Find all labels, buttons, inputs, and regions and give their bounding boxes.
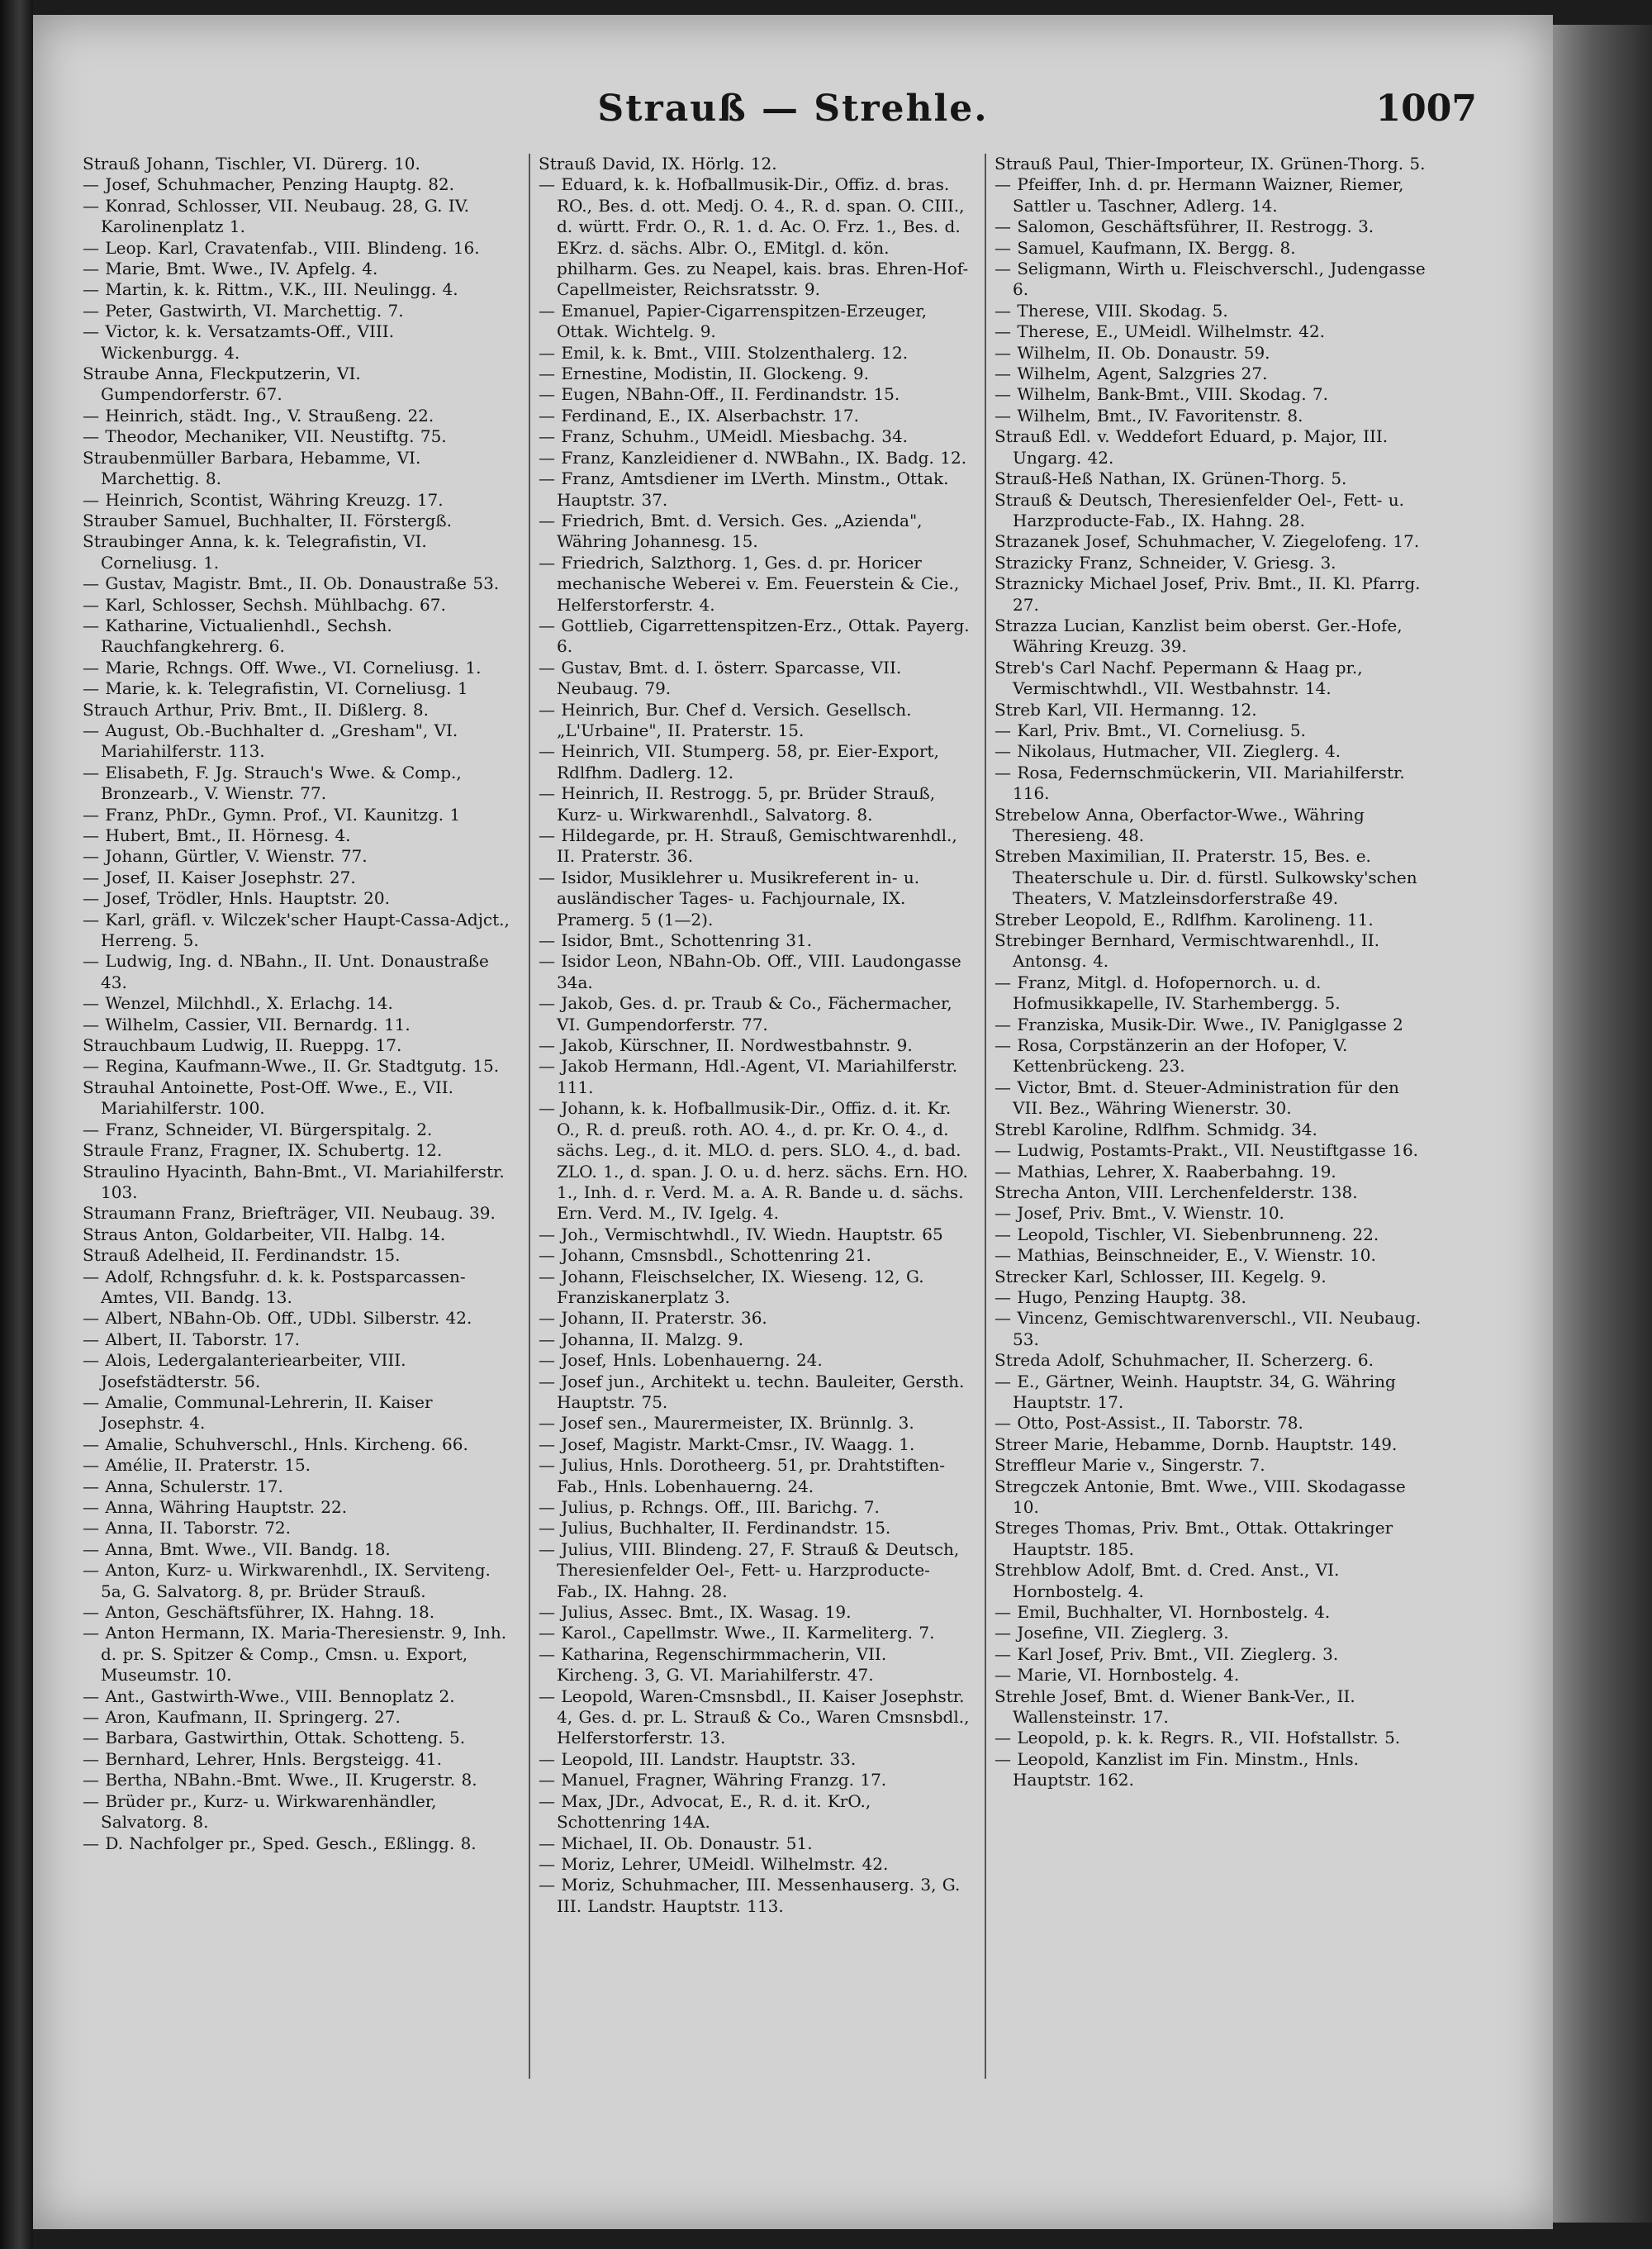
directory-entry: Strehle Josef, Bmt. d. Wiener Bank-Ver., II. Wallensteinstr. 17. [995, 1686, 1355, 1728]
directory-entry: — Theodor, Mechaniker, VII. Neustiftg. 75. [83, 426, 447, 447]
directory-entry: — Rosa, Corpstänzerin an der Hofoper, V. Kettenbrückeng. 23. [995, 1035, 1348, 1077]
directory-entry: Strauß Edl. v. Weddefort Eduard, p. Major, III. Ungarg. 42. [995, 426, 1389, 468]
directory-entry: — Eduard, k. k. Hofballmusik-Dir., Offiz. d. bras. RO., Bes. d. ott. Medj. O. 4., R. d. span. O. CIII., d. württ. Frdr. O., R. 1. d. Ac. O. Frz. 1., Bes. d. EKrz. d. sächs. Albr. O., EMitgl. d. kön. philharm. Ges. zu Neapel, kais. bras. Ehren-Hof-Capellmeister, Reichsratsstr. 9. [539, 174, 969, 300]
directory-entry: Straus Anton, Goldarbeiter, VII. Halbg. 14. [83, 1224, 446, 1244]
directory-entry: — Marie, Bmt. Wwe., IV. Apfelg. 4. [83, 259, 378, 279]
directory-entry: — Josef, II. Kaiser Josephstr. 27. [83, 867, 356, 887]
directory-entry: Streer Marie, Hebamme, Dornb. Hauptstr. 149. [995, 1434, 1398, 1454]
directory-entry: — Nikolaus, Hutmacher, VII. Zieglerg. 4. [995, 741, 1341, 762]
directory-entry: Streffleur Marie v., Singerstr. 7. [995, 1455, 1265, 1476]
directory-entry: — Regina, Kaufmann-Wwe., II. Gr. Stadtgutg. 15. [83, 1056, 500, 1077]
directory-entry: — Hildegarde, pr. H. Strauß, Gemischtwarenhdl., II. Praterstr. 36. [539, 825, 957, 867]
directory-entry: — Alois, Ledergalanteriearbeiter, VIII. Josefstädterstr. 56. [83, 1350, 406, 1391]
directory-entry: — Josefine, VII. Zieglerg. 3. [995, 1623, 1229, 1643]
directory-entry: Strebinger Bernhard, Vermischtwarenhdl., II. Antonsg. 4. [995, 930, 1380, 972]
directory-entry: Straubinger Anna, k. k. Telegrafistin, VI. Corneliusg. 1. [83, 531, 427, 573]
directory-entry: Strauß Adelheid, II. Ferdinandstr. 15. [83, 1245, 401, 1266]
directory-entry: Strebl Karoline, Rdlfhm. Schmidg. 34. [995, 1119, 1317, 1139]
directory-entry: — Therese, E., UMeidl. Wilhelmstr. 42. [995, 321, 1326, 342]
directory-entry: — Karl, gräfl. v. Wilczek'scher Haupt-Cassa-Adjct., Herreng. 5. [83, 909, 510, 951]
directory-entry: — Anton, Kurz- u. Wirkwarenhdl., IX. Servitеng. 5a, G. Salvatorg. 8, pr. Brüder Strauß. [83, 1560, 491, 1601]
directory-entry: — Johann, Fleischselcher, IX. Wieseng. 12, G. Franziskanerplatz 3. [539, 1266, 924, 1307]
directory-entry: — Julius, p. Rchngs. Off., III. Barichg. 7. [539, 1497, 880, 1517]
directory-entry: — Josef, Hnls. Lobenhauerng. 24. [539, 1350, 823, 1371]
directory-entry: Strauch Arthur, Priv. Bmt., II. Dißlerg. 8. [83, 699, 429, 720]
directory-entry: — Heinrich, Scontist, Währing Kreuzg. 17. [83, 489, 444, 510]
column-left [83, 154, 514, 2120]
directory-entry: — August, Ob.-Buchhalter d. „Gresham", VI. Mariahilferstr. 113. [83, 720, 458, 762]
directory-entry: Strauß Johann, Tischler, VI. Dürerg. 10. [83, 154, 420, 174]
directory-entry: — Karl Josef, Priv. Bmt., VII. Zieglerg. 3. [995, 1643, 1339, 1664]
directory-entry: — Salomon, Geschäftsführer, II. Restrogg. 3. [995, 216, 1374, 237]
directory-entry: — Isidor, Bmt., Schottenring 31. [539, 930, 813, 951]
directory-entry: — Emil, k. k. Bmt., VIII. Stolzenthalerg. 12. [539, 342, 909, 363]
directory-entry: — Johanna, II. Malzg. 9. [539, 1329, 744, 1349]
directory-entry: — Michael, II. Ob. Donaustr. 51. [539, 1833, 813, 1853]
directory-entry: — Bernhard, Lehrer, Hnls. Bergsteigg. 41. [83, 1748, 442, 1769]
directory-entry: — Wilhelm, Bmt., IV. Favoritenstr. 8. [995, 405, 1303, 426]
directory-entry: — Mathias, Lehrer, X. Raaberbahng. 19. [995, 1161, 1336, 1182]
directory-entry: — Wilhelm, II. Ob. Donaustr. 59. [995, 342, 1270, 363]
directory-entry: — Josef jun., Architekt u. techn. Bauleiter, Gersth. Hauptstr. 75. [539, 1371, 965, 1412]
column-middle [539, 154, 970, 2120]
directory-entry: — Peter, Gastwirth, VI. Marchettig. 7. [83, 300, 404, 321]
directory-entry: Strauhal Antoinette, Post-Off. Wwe., E., VII. Mariahilferstr. 100. [83, 1077, 454, 1119]
directory-entry: Strauß-Heß Nathan, IX. Grünen-Thorg. 5. [995, 468, 1347, 489]
directory-entry: — Wenzel, Milchhdl., X. Erlachg. 14. [83, 993, 393, 1014]
directory-entry: — Leopold, Kanzlist im Fin. Minstm., Hnls. Hauptstr. 162. [995, 1748, 1360, 1790]
directory-entry: Strazza Lucian, Kanzlist beim oberst. Ger.-Hofe, Währing Kreuzg. 39. [995, 615, 1403, 657]
directory-entry: — Anna, Bmt. Wwe., VII. Bandg. 18. [83, 1538, 391, 1559]
directory-entry: — Karl, Schlosser, Sechsh. Mühlbachg. 67. [83, 594, 446, 615]
directory-entry: — Heinrich, VII. Stumperg. 58, pr. Eier-Export, Rdlfhm. Dadlerg. 12. [539, 741, 939, 782]
directory-entry: Streb's Carl Nachf. Pepermann & Haag pr., Vermischtwhdl., VII. Westbahnstr. 14. [995, 657, 1363, 699]
directory-entry: — Albert, NBahn-Ob. Off., UDbl. Silberstr. 42. [83, 1308, 472, 1329]
directory-entry: — Rosa, Federnschmückerin, VII. Mariahilferstr. 116. [995, 762, 1405, 804]
directory-entry: — Leopold, Waren-Cmsnsbdl., II. Kaiser Josephstr. 4, Ges. d. pr. L. Strauß & Co., Waren Cmsnsbdl., Helferstorferstr. 13. [539, 1686, 970, 1748]
directory-entry: — Karl, Priv. Bmt., VI. Corneliusg. 5. [995, 720, 1306, 740]
directory-entry: — Johann, II. Praterstr. 36. [539, 1308, 767, 1329]
directory-entry: Stregczek Antonie, Bmt. Wwe., VIII. Skodagasse 10. [995, 1476, 1406, 1517]
directory-entry: — Victor, Bmt. d. Steuer-Administration für den VII. Bez., Währing Wienerstr. 30. [995, 1077, 1399, 1119]
directory-entry: Strauß David, IX. Hörlg. 12. [539, 154, 777, 174]
directory-entry: Strauß & Deutsch, Theresienfelder Oel-, Fett- u. Harzproducte-Fab., IX. Hahng. 28. [995, 489, 1404, 530]
directory-entry: — Emanuel, Papier-Cigarrenspitzen-Erzeuger, Ottak. Wichtelg. 9. [539, 300, 927, 342]
directory-entry: — Friedrich, Bmt. d. Versich. Ges. „Azienda", Währing Johannesg. 15. [539, 510, 923, 552]
directory-entry: Strauß Paul, Thier-Importeur, IX. Grünen-Thorg. 5. [995, 154, 1426, 174]
column-right [995, 154, 1426, 2120]
directory-entry: Streda Adolf, Schuhmacher, II. Scherzerg. 6. [995, 1350, 1374, 1371]
directory-entry: — Ludwig, Ing. d. NBahn., II. Unt. Donaustraße 43. [83, 951, 489, 992]
directory-entry: — D. Nachfolger pr., Sped. Gesch., Eßlingg. 8. [83, 1833, 477, 1853]
directory-entry: Streb Karl, VII. Hermanng. 12. [995, 699, 1257, 720]
directory-entry: — Otto, Post-Assist., II. Taborstr. 78. [995, 1413, 1303, 1434]
directory-entry: — Karol., Capellmstr. Wwe., II. Karmeliterg. 7. [539, 1623, 935, 1643]
directory-entry: — E., Gärtner, Weinh. Hauptstr. 34, G. Währing Hauptstr. 17. [995, 1371, 1396, 1412]
directory-entry: Strecha Anton, VIII. Lerchenfelderstr. 138. [995, 1182, 1358, 1202]
directory-entry: — Josef, Magistr. Markt-Cmsr., IV. Waagg. 1. [539, 1434, 915, 1454]
page-header [33, 88, 1553, 145]
directory-entry: — Katharina, Regenschirmmacherin, VII. Kircheng. 3, G. VI. Mariahilferstr. 47. [539, 1643, 887, 1686]
right-page-edge [1553, 25, 1652, 2223]
page-number: 1007 [1375, 88, 1477, 130]
directory-entry: — Katharine, Victualienhdl., Sechsh. Rauchfangkehrerg. 6. [83, 615, 392, 657]
directory-entry: — Marie, VI. Hornbostelg. 4. [995, 1665, 1240, 1686]
directory-entry: — Hugo, Penzing Hauptg. 38. [995, 1286, 1246, 1307]
directory-entry: Straumann Franz, Briefträger, VII. Neubaug. 39. [83, 1203, 496, 1224]
directory-page [33, 15, 1553, 2229]
directory-entry: Strazicky Franz, Schneider, V. Griesg. 3. [995, 552, 1336, 573]
directory-entry: — Wilhelm, Bank-Bmt., VIII. Skodag. 7. [995, 384, 1328, 405]
directory-entry: — Ernestine, Modistin, II. Glockeng. 9. [539, 364, 869, 384]
directory-entry: — Franz, Kanzleidiener d. NWBahn., IX. Badg. 12. [539, 447, 967, 468]
directory-entry: — Josef, Trödler, Hnls. Hauptstr. 20. [83, 888, 390, 909]
directory-entry: — Friedrich, Salzthorg. 1, Ges. d. pr. Horicer mechanische Weberei v. Em. Feuerstein & Cie., Helferstorferstr. 4. [539, 552, 960, 615]
directory-entry: — Ferdinand, E., IX. Alserbachstr. 17. [539, 405, 859, 426]
directory-entry: — Pfeiffer, Inh. d. pr. Hermann Waizner, Riemer, Sattler u. Taschner, Adlerg. 14. [995, 174, 1404, 216]
directory-entry: — Heinrich, II. Restrogg. 5, pr. Brüder Strauß, Kurz- u. Wirkwarenhdl., Salvatorg. 8. [539, 783, 936, 825]
directory-entry: — Franz, Schuhm., UMeidl. Miesbachg. 34. [539, 426, 909, 447]
directory-entry: — Amélie, II. Praterstr. 15. [83, 1455, 311, 1476]
directory-entry: — Marie, k. k. Telegrafistin, VI. Corneliusg. 1 [83, 678, 468, 699]
directory-entry: — Therese, VIII. Skodag. 5. [995, 300, 1228, 321]
directory-entry: — Ant., Gastwirth-Wwe., VIII. Bennoplatz 2. [83, 1686, 455, 1706]
directory-entry: — Brüder pr., Kurz- u. Wirkwarenhändler, Salvatorg. 8. [83, 1790, 437, 1833]
directory-entry: Strauber Samuel, Buchhalter, II. Förstergß. [83, 510, 453, 530]
directory-entry: Straznicky Michael Josef, Priv. Bmt., II. Kl. Pfarrg. 27. [995, 573, 1421, 615]
directory-entry: Streber Leopold, E., Rdlfhm. Karolineng. 11. [995, 909, 1374, 930]
column-rule [529, 154, 530, 2079]
directory-entry: — Martin, k. k. Rittm., V.K., III. Neulingg. 4. [83, 279, 458, 300]
directory-entry: — Heinrich, Bur. Chef d. Versich. Gesellsch. „L'Urbaine", II. Praterstr. 15. [539, 699, 912, 740]
directory-entry: — Anna, Schulerstr. 17. [83, 1476, 283, 1496]
directory-entry: — Amalie, Communal-Lehrerin, II. Kaiser Josephstr. 4. [83, 1391, 433, 1434]
directory-entry: — Johann, Cmsnsbdl., Schottenring 21. [539, 1245, 871, 1266]
directory-entry: Strebelow Anna, Oberfactor-Wwe., Währing Theresieng. 48. [995, 804, 1365, 845]
directory-entry: — Gustav, Bmt. d. I. österr. Sparcasse, VII. Neubaug. 79. [539, 657, 902, 699]
directory-entry: — Julius, Hnls. Dorotheerg. 51, pr. Drahtstiften-Fab., Hnls. Lobenhauerng. 24. [539, 1455, 946, 1496]
column-rule [985, 154, 986, 2079]
directory-entry: — Barbara, Gastwirthin, Ottak. Schotteng. 5. [83, 1728, 466, 1748]
directory-entry: Strazanek Josef, Schuhmacher, V. Ziegelofeng. 17. [995, 531, 1420, 552]
directory-entry: Strehblow Adolf, Bmt. d. Cred. Anst., VI. Hornbostelg. 4. [995, 1560, 1340, 1601]
directory-entry: — Victor, k. k. Versatzamts-Off., VIII. Wickenburgg. 4. [83, 321, 395, 363]
directory-entry: — Isidor Leon, NBahn-Ob. Off., VIII. Laudongasse 34a. [539, 951, 961, 992]
directory-entry: — Leopold, Tischler, VI. Siebenbrunneng. 22. [995, 1224, 1379, 1244]
directory-entry: — Franz, Mitgl. d. Hofopernorch. u. d. Hofmusikkapelle, IV. Starhembergg. 5. [995, 972, 1341, 1014]
directory-entry: — Jakob, Ges. d. pr. Traub & Co., Fächermacher, VI. Gumpendorferstr. 77. [539, 993, 952, 1034]
directory-entry: — Samuel, Kaufmann, IX. Bergg. 8. [995, 237, 1296, 258]
directory-entry: Streben Maximilian, II. Praterstr. 15, Bes. e. Theaterschule u. Dir. d. fürstl. Sulkowsky'schen Theaters, V. Matzleinsdorferstraße 49. [995, 846, 1417, 909]
directory-entry: Strauchbaum Ludwig, II. Rueppg. 17. [83, 1035, 402, 1056]
directory-entry: — Isidor, Musiklehrer u. Musikreferent in- u. ausländischer Tages- u. Fachjournale, IX. Pramerg. 5 (1—2). [539, 867, 920, 930]
directory-entry: — Heinrich, städt. Ing., V. Straußeng. 22. [83, 405, 434, 426]
directory-entry: — Vincenz, Gemischtwarenverschl., VII. Neubaug. 53. [995, 1308, 1422, 1349]
directory-entry: — Anton Hermann, IX. Maria-Theresienstr. 9, Inh. d. pr. S. Spitzer & Comp., Cmsn. u. Export, Museumstr. 10. [83, 1623, 507, 1686]
directory-entry: — Joh., Vermischtwhdl., IV. Wiedn. Hauptstr. 65 [539, 1224, 943, 1244]
directory-entry: — Anna, II. Taborstr. 72. [83, 1518, 292, 1538]
directory-entry: — Anton, Geschäftsführer, IX. Hahng. 18. [83, 1602, 435, 1623]
directory-entry: — Hubert, Bmt., II. Hörnesg. 4. [83, 825, 351, 845]
directory-entry: — Konrad, Schlosser, VII. Neubaug. 28, G. IV. Karolinenplatz 1. [83, 195, 469, 237]
directory-entry: Straulino Hyacinth, Bahn-Bmt., VI. Mariahilferstr. 103. [83, 1161, 505, 1202]
directory-entry: — Josef, Priv. Bmt., V. Wienstr. 10. [995, 1203, 1284, 1224]
directory-entry: — Franz, PhDr., Gymn. Prof., VI. Kaunitzg. 1 [83, 804, 461, 825]
running-title: Strauß — Strehle. [597, 88, 989, 130]
directory-entry: — Franz, Amtsdiener im LVerth. Minstm., Ottak. Hauptstr. 37. [539, 468, 949, 510]
directory-entry: — Adolf, Rchngsfuhr. d. k. k. Postsparcassen-Amtes, VII. Bandg. 13. [83, 1266, 466, 1307]
directory-entry: — Franz, Schneider, VI. Bürgerspitalg. 2. [83, 1119, 433, 1139]
directory-entry: — Gottlieb, Cigarrettenspitzen-Erz., Ottak. Payerg. 6. [539, 615, 970, 657]
directory-entry: — Josef, Schuhmacher, Penzing Hauptg. 82. [83, 174, 455, 195]
directory-entry: — Gustav, Magistr. Bmt., II. Ob. Donaustraße 53. [83, 573, 500, 594]
directory-entry: — Anna, Währing Hauptstr. 22. [83, 1497, 348, 1517]
directory-entry: — Bertha, NBahn.-Bmt. Wwe., II. Krugerstr. 8. [83, 1770, 477, 1790]
directory-entry: — Johann, k. k. Hofballmusik-Dir., Offiz. d. it. Kr. O., R. d. preuß. roth. AO. 4., d. pr. Kr. O. 4., d. sächs. Leg., d. it. MLO. d. pers. SLO. 4., d. bad. ZLO. 1., d. span. J. O. u. d. herz. sächs. Ern. HO. 1., Inh. d. r. Verd. M. a. A. R. Bande u. d. sächs. Ern. Verd. M., IV. Igelg. 4. [539, 1098, 968, 1224]
directory-entry: — Wilhelm, Agent, Salzgries 27. [995, 364, 1268, 384]
directory-entry: — Aron, Kaufmann, II. Springerg. 27. [83, 1707, 401, 1728]
directory-entry: Strecker Karl, Schlosser, III. Kegelg. 9. [995, 1266, 1327, 1286]
directory-entry: — Max, JDr., Advocat, E., R. d. it. KrO., Schottenring 14A. [539, 1790, 871, 1833]
directory-entry: — Seligmann, Wirth u. Fleischverschl., Judengasse 6. [995, 259, 1426, 300]
directory-entry: — Wilhelm, Cassier, VII. Bernardg. 11. [83, 1014, 411, 1034]
directory-entry: Straubenmüller Barbara, Hebamme, VI. Marchettig. 8. [83, 447, 421, 489]
directory-entry: — Julius, VIII. Blindeng. 27, F. Strauß & Deutsch, Theresienfelder Oel-, Fett- u. Harzproducte-Fab., IX. Hahng. 28. [539, 1538, 960, 1601]
directory-entry: — Leopold, p. k. k. Regrs. R., VII. Hofstallstr. 5. [995, 1728, 1401, 1748]
directory-entry: — Mathias, Beinschneider, E., V. Wienstr. 10. [995, 1245, 1376, 1266]
directory-entry: Streges Thomas, Priv. Bmt., Ottak. Ottakringer Hauptstr. 185. [995, 1518, 1393, 1559]
left-page-edge [0, 0, 33, 2249]
directory-entry: — Manuel, Fragner, Währing Franzg. 17. [539, 1770, 887, 1790]
directory-entry: Straube Anna, Fleckputzerin, VI. Gumpendorferstr. 67. [83, 364, 361, 405]
directory-entry: — Jakob Hermann, Hdl.-Agent, VI. Mariahilferstr. 111. [539, 1056, 958, 1097]
directory-entry: Straule Franz, Fragner, IX. Schubertg. 12. [83, 1140, 443, 1161]
directory-entry: — Julius, Assec. Bmt., IX. Wasag. 19. [539, 1602, 852, 1623]
directory-entry: — Franziska, Musik-Dir. Wwe., IV. Paniglgasse 2 [995, 1014, 1403, 1034]
directory-entry: — Leop. Karl, Cravatenfab., VIII. Blindeng. 16. [83, 237, 480, 258]
directory-entry: — Johann, Gürtler, V. Wienstr. 77. [83, 846, 368, 867]
directory-entry: — Emil, Buchhalter, VI. Hornbostelg. 4. [995, 1602, 1331, 1623]
directory-entry: — Moriz, Lehrer, UMeidl. Wilhelmstr. 42. [539, 1853, 889, 1874]
directory-entry: — Marie, Rchngs. Off. Wwe., VI. Corneliusg. 1. [83, 657, 482, 678]
directory-entry: — Josef sen., Maurermeister, IX. Brünnlg. 3. [539, 1413, 914, 1434]
directory-entry: — Albert, II. Taborstr. 17. [83, 1329, 300, 1349]
directory-entry: — Amalie, Schuhverschl., Hnls. Kircheng. 66. [83, 1434, 468, 1454]
directory-entry: — Ludwig, Postamts-Prakt., VII. Neustiftgasse 16. [995, 1140, 1419, 1161]
directory-entry: — Moriz, Schuhmacher, III. Messenhauserg. 3, G. III. Landstr. Hauptstr. 113. [539, 1875, 961, 1916]
directory-entry: — Elisabeth, F. Jg. Strauch's Wwe. & Comp., Bronzearb., V. Wienstr. 77. [83, 762, 462, 804]
directory-entry: — Julius, Buchhalter, II. Ferdinandstr. 15. [539, 1518, 891, 1538]
directory-entry: — Jakob, Kürschner, II. Nordwestbahnstr. 9. [539, 1035, 913, 1056]
directory-entry: — Leopold, III. Landstr. Hauptstr. 33. [539, 1748, 857, 1769]
directory-entry: — Eugen, NBahn-Off., II. Ferdinandstr. 15. [539, 384, 900, 405]
